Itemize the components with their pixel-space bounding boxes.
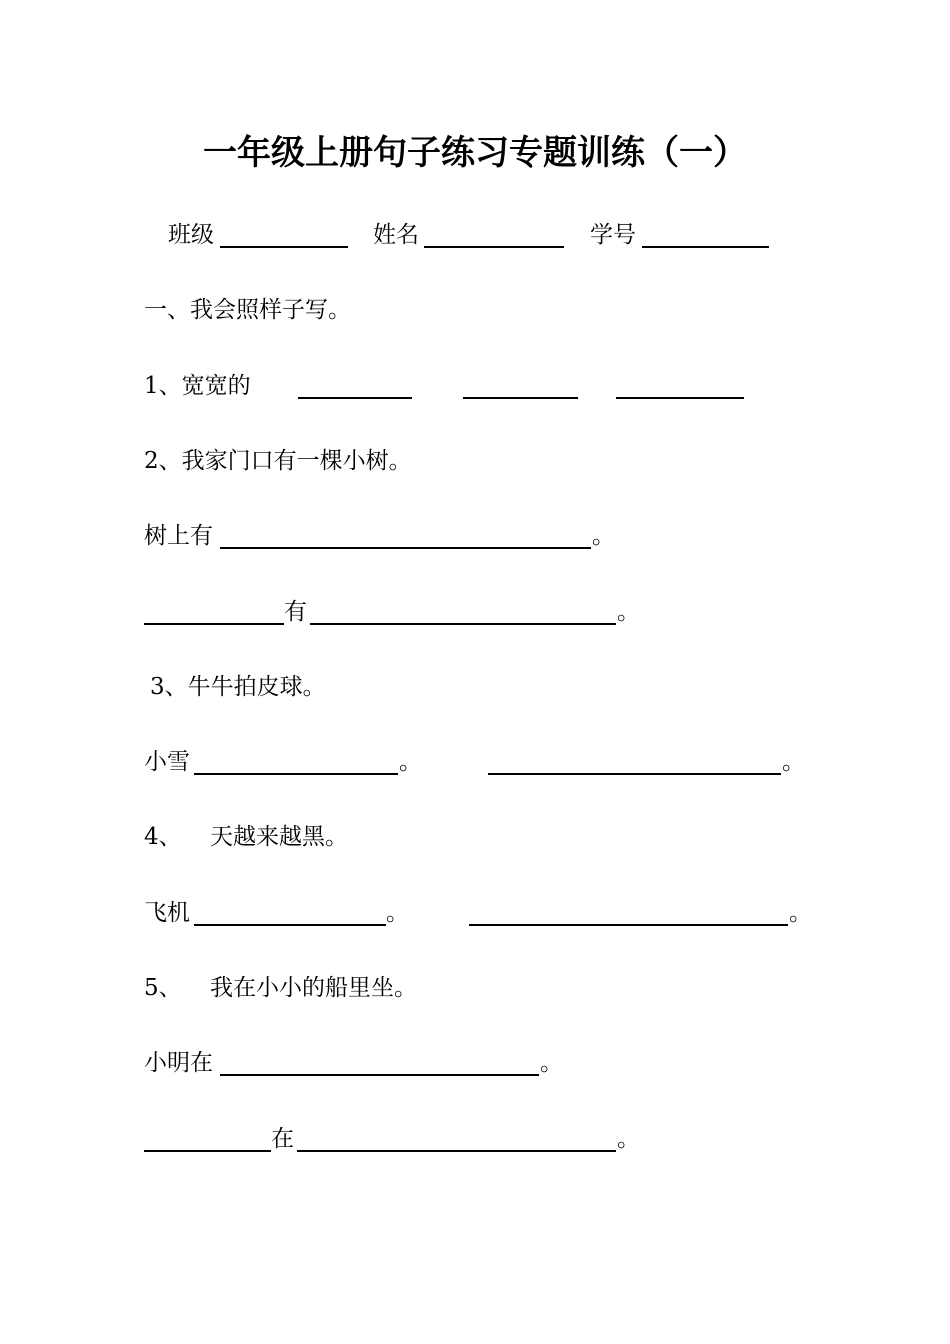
question-1-row [0,366,950,406]
question-5-blank-1[interactable] [220,1074,539,1076]
student-info-row [0,215,950,255]
student-id-blank[interactable] [642,246,769,248]
question-4-answer-row [0,893,950,933]
section-heading-row [0,290,950,330]
question-3-blank-1[interactable] [194,773,398,775]
question-5-answer-row-1 [0,1043,950,1083]
question-1-prompt: 1、宽宽的 [144,373,251,399]
question-4-prompt-row [0,817,950,857]
question-5-blank-2[interactable] [144,1150,271,1152]
question-2-prompt-row [0,441,950,481]
question-2-blank-1[interactable] [220,547,591,549]
class-label: 班级 [168,222,214,248]
question-1-blank-2[interactable] [463,397,578,399]
question-2-line-1-end: 。 [592,523,615,549]
question-5-line-2-end: 。 [617,1126,640,1152]
question-5-line-2-mid: 在 [271,1126,294,1152]
question-3-answer-row [0,742,950,782]
student-id-label: 学号 [590,222,636,248]
question-2-line-2-mid: 有 [284,599,307,625]
question-3-blank-2[interactable] [488,773,781,775]
question-3-line-start: 小雪 [144,749,190,775]
section-heading: 一、我会照样子写。 [144,297,351,323]
question-4-line-end: 。 [789,900,812,926]
question-4-blank-1[interactable] [194,924,386,926]
question-4-blank-2[interactable] [469,924,788,926]
question-2-blank-2[interactable] [144,623,284,625]
question-2-answer-row-1 [0,516,950,556]
question-5-prompt: 我在小小的船里坐。 [210,975,417,1001]
class-blank[interactable] [220,246,348,248]
question-2-prompt: 2、我家门口有一棵小树。 [144,448,412,474]
question-2-blank-3[interactable] [310,623,616,625]
question-1-blank-3[interactable] [616,397,744,399]
question-1-blank-1[interactable] [298,397,412,399]
question-2-line-2-end: 。 [617,599,640,625]
page-title: 一年级上册句子练习专题训练（一） [203,133,747,173]
question-2-answer-row-2 [0,592,950,632]
question-5-blank-3[interactable] [297,1150,616,1152]
question-5-number: 5、 [144,975,182,1001]
question-4-number: 4、 [144,824,182,850]
name-label: 姓名 [373,222,419,248]
question-4-prompt: 天越来越黑。 [210,824,348,850]
question-4-line-mid-end: 。 [386,900,409,926]
question-5-line-1-start: 小明在 [144,1050,213,1076]
question-5-line-1-end: 。 [540,1050,563,1076]
question-3-prompt-row [0,667,950,707]
question-3-line-end: 。 [782,749,805,775]
question-5-prompt-row [0,968,950,1008]
question-3-prompt: 3、牛牛拍皮球。 [150,674,326,700]
question-4-line-start: 飞机 [144,900,190,926]
question-2-line-1-start: 树上有 [144,523,213,549]
question-3-line-mid-end: 。 [399,749,422,775]
name-blank[interactable] [424,246,564,248]
question-5-answer-row-2 [0,1119,950,1159]
